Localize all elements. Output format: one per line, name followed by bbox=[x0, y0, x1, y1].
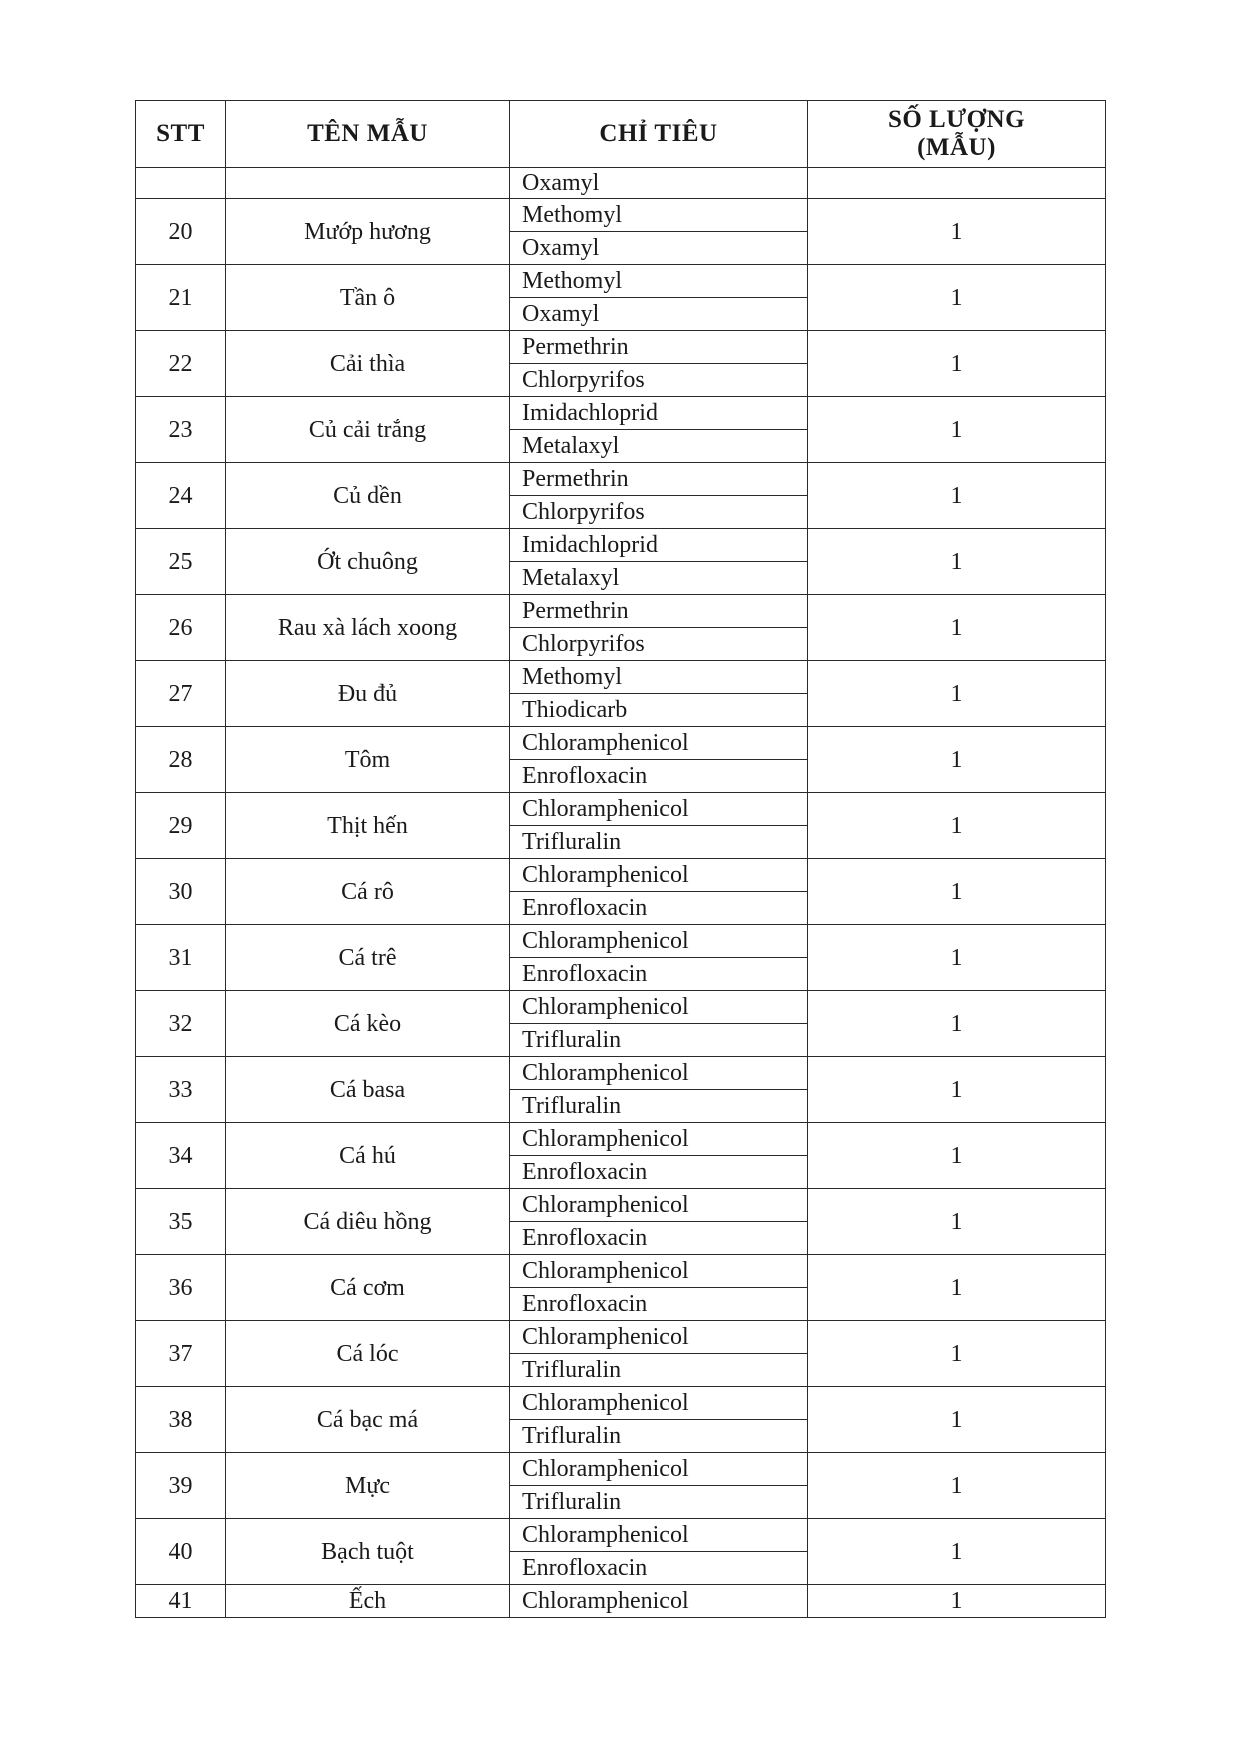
indicator-cell: Methomyl bbox=[510, 199, 808, 232]
table-row bbox=[136, 727, 1106, 760]
indicator-cell: Permethrin bbox=[510, 331, 808, 364]
quantity-cell: 1 bbox=[808, 265, 1106, 331]
indicator-cell: Trifluralin bbox=[510, 826, 808, 859]
table-row bbox=[136, 1585, 1106, 1618]
indicator-cell: Permethrin bbox=[510, 595, 808, 628]
table-row bbox=[136, 859, 1106, 892]
sample-name-cell: Thịt hến bbox=[226, 793, 510, 859]
quantity-cell: 1 bbox=[808, 397, 1106, 463]
stt-cell: 23 bbox=[136, 397, 226, 463]
quantity-cell: 1 bbox=[808, 661, 1106, 727]
indicator-cell: Chloramphenicol bbox=[510, 1387, 808, 1420]
table-row bbox=[136, 1453, 1106, 1486]
indicator-cell: Chlorpyrifos bbox=[510, 628, 808, 661]
header-row bbox=[136, 101, 1106, 168]
sample-name-cell: Cá trê bbox=[226, 925, 510, 991]
indicator-cell: Thiodicarb bbox=[510, 694, 808, 727]
stt-cell: 21 bbox=[136, 265, 226, 331]
quantity-cell: 1 bbox=[808, 1387, 1106, 1453]
indicator-cell: Chloramphenicol bbox=[510, 1585, 808, 1618]
stt-cell: 28 bbox=[136, 727, 226, 793]
table-row bbox=[136, 1321, 1106, 1354]
indicator-cell: Enrofloxacin bbox=[510, 760, 808, 793]
stt-cell: 22 bbox=[136, 331, 226, 397]
table-row bbox=[136, 1057, 1106, 1090]
sample-name-cell: Cá cơm bbox=[226, 1255, 510, 1321]
quantity-cell: 1 bbox=[808, 1321, 1106, 1387]
stt-cell: 38 bbox=[136, 1387, 226, 1453]
sample-name-cell: Cá rô bbox=[226, 859, 510, 925]
table-row bbox=[136, 397, 1106, 430]
indicator-cell: Oxamyl bbox=[510, 232, 808, 265]
stt-cell: 29 bbox=[136, 793, 226, 859]
stt-cell: 33 bbox=[136, 1057, 226, 1123]
indicator-cell: Enrofloxacin bbox=[510, 1552, 808, 1585]
indicator-cell: Enrofloxacin bbox=[510, 1156, 808, 1189]
quantity-cell: 1 bbox=[808, 859, 1106, 925]
table-row bbox=[136, 265, 1106, 298]
stt-cell: 25 bbox=[136, 529, 226, 595]
quantity-cell: 1 bbox=[808, 331, 1106, 397]
header-quantity-line1: SỐ LƯỢNG bbox=[887, 106, 1026, 133]
indicator-cell: Metalaxyl bbox=[510, 562, 808, 595]
continued-row bbox=[136, 168, 1106, 199]
quantity-cell: 1 bbox=[808, 1189, 1106, 1255]
quantity-cell: 1 bbox=[808, 991, 1106, 1057]
header-stt: STT bbox=[136, 101, 226, 168]
indicator-cell: Chloramphenicol bbox=[510, 793, 808, 826]
header-indicator: CHỈ TIÊU bbox=[510, 101, 808, 168]
sample-name-cell: Cải thìa bbox=[226, 331, 510, 397]
table-row bbox=[136, 199, 1106, 232]
indicator-cell: Trifluralin bbox=[510, 1486, 808, 1519]
stt-cell: 40 bbox=[136, 1519, 226, 1585]
stt-cell: 35 bbox=[136, 1189, 226, 1255]
sample-name-cell: Bạch tuột bbox=[226, 1519, 510, 1585]
quantity-cell: 1 bbox=[808, 793, 1106, 859]
table-row bbox=[136, 991, 1106, 1024]
stt-cell: 41 bbox=[136, 1585, 226, 1618]
indicator-cell: Chloramphenicol bbox=[510, 991, 808, 1024]
sample-name-cell: Cá diêu hồng bbox=[226, 1189, 510, 1255]
quantity-cell: 1 bbox=[808, 529, 1106, 595]
indicator-cell: Chloramphenicol bbox=[510, 1123, 808, 1156]
stt-cell: 26 bbox=[136, 595, 226, 661]
sample-name-cell: Cá lóc bbox=[226, 1321, 510, 1387]
sample-name-cell: Cá kèo bbox=[226, 991, 510, 1057]
sample-name-cell: Cá basa bbox=[226, 1057, 510, 1123]
indicator-cell: Permethrin bbox=[510, 463, 808, 496]
sample-name-cell: Cá hú bbox=[226, 1123, 510, 1189]
indicator-cell: Trifluralin bbox=[510, 1354, 808, 1387]
quantity-cell: 1 bbox=[808, 925, 1106, 991]
table-row bbox=[136, 529, 1106, 562]
table-row bbox=[136, 1519, 1106, 1552]
stt-cell: 34 bbox=[136, 1123, 226, 1189]
quantity-cell: 1 bbox=[808, 1057, 1106, 1123]
indicator-cell: Chloramphenicol bbox=[510, 925, 808, 958]
indicator-cell: Chloramphenicol bbox=[510, 1321, 808, 1354]
indicator-cell: Methomyl bbox=[510, 661, 808, 694]
table-row bbox=[136, 1189, 1106, 1222]
document-page bbox=[135, 100, 1105, 1618]
sample-table bbox=[135, 100, 1106, 1618]
quantity-cell: 1 bbox=[808, 1585, 1106, 1618]
sample-name-cell: Mướp hương bbox=[226, 199, 510, 265]
stt-cell: 37 bbox=[136, 1321, 226, 1387]
indicator-cell: Methomyl bbox=[510, 265, 808, 298]
stt-cell bbox=[136, 168, 226, 199]
stt-cell: 31 bbox=[136, 925, 226, 991]
quantity-cell: 1 bbox=[808, 1453, 1106, 1519]
sample-name-cell: Ớt chuông bbox=[226, 529, 510, 595]
indicator-cell: Metalaxyl bbox=[510, 430, 808, 463]
indicator-cell: Oxamyl bbox=[510, 168, 808, 199]
indicator-cell: Enrofloxacin bbox=[510, 1222, 808, 1255]
table-row bbox=[136, 1387, 1106, 1420]
indicator-cell: Chloramphenicol bbox=[510, 859, 808, 892]
sample-name-cell: Mực bbox=[226, 1453, 510, 1519]
indicator-cell: Enrofloxacin bbox=[510, 1288, 808, 1321]
indicator-cell: Chloramphenicol bbox=[510, 1255, 808, 1288]
indicator-cell: Enrofloxacin bbox=[510, 958, 808, 991]
table-header bbox=[136, 101, 1106, 168]
indicator-cell: Trifluralin bbox=[510, 1024, 808, 1057]
table-row bbox=[136, 661, 1106, 694]
quantity-cell: 1 bbox=[808, 727, 1106, 793]
header-quantity-line2: (MẪU) bbox=[917, 134, 996, 161]
indicator-cell: Imidachloprid bbox=[510, 529, 808, 562]
stt-cell: 32 bbox=[136, 991, 226, 1057]
sample-name-cell: Ếch bbox=[226, 1585, 510, 1618]
indicator-cell: Trifluralin bbox=[510, 1090, 808, 1123]
quantity-cell: 1 bbox=[808, 1123, 1106, 1189]
indicator-cell: Chloramphenicol bbox=[510, 1057, 808, 1090]
indicator-cell: Enrofloxacin bbox=[510, 892, 808, 925]
table-row bbox=[136, 1255, 1106, 1288]
quantity-cell: 1 bbox=[808, 1519, 1106, 1585]
indicator-cell: Chloramphenicol bbox=[510, 727, 808, 760]
sample-name-cell: Rau xà lách xoong bbox=[226, 595, 510, 661]
sample-name-cell bbox=[226, 168, 510, 199]
indicator-cell: Chloramphenicol bbox=[510, 1453, 808, 1486]
table-row bbox=[136, 595, 1106, 628]
indicator-cell: Chlorpyrifos bbox=[510, 364, 808, 397]
sample-name-cell: Tần ô bbox=[226, 265, 510, 331]
sample-name-cell: Củ cải trắng bbox=[226, 397, 510, 463]
sample-name-cell: Cá bạc má bbox=[226, 1387, 510, 1453]
quantity-cell: 1 bbox=[808, 1255, 1106, 1321]
indicator-cell: Oxamyl bbox=[510, 298, 808, 331]
stt-cell: 24 bbox=[136, 463, 226, 529]
stt-cell: 36 bbox=[136, 1255, 226, 1321]
header-sample-name: TÊN MẪU bbox=[226, 101, 510, 168]
sample-name-cell: Củ dền bbox=[226, 463, 510, 529]
sample-name-cell: Tôm bbox=[226, 727, 510, 793]
stt-cell: 27 bbox=[136, 661, 226, 727]
indicator-cell: Trifluralin bbox=[510, 1420, 808, 1453]
indicator-cell: Chloramphenicol bbox=[510, 1189, 808, 1222]
table-row bbox=[136, 925, 1106, 958]
indicator-cell: Imidachloprid bbox=[510, 397, 808, 430]
sample-name-cell: Đu đủ bbox=[226, 661, 510, 727]
stt-cell: 30 bbox=[136, 859, 226, 925]
table-row bbox=[136, 331, 1106, 364]
quantity-cell: 1 bbox=[808, 199, 1106, 265]
table-row bbox=[136, 463, 1106, 496]
stt-cell: 39 bbox=[136, 1453, 226, 1519]
header-quantity bbox=[808, 101, 1106, 168]
table-row bbox=[136, 1123, 1106, 1156]
indicator-cell: Chloramphenicol bbox=[510, 1519, 808, 1552]
quantity-cell bbox=[808, 168, 1106, 199]
quantity-cell: 1 bbox=[808, 595, 1106, 661]
table-row bbox=[136, 793, 1106, 826]
indicator-cell: Chlorpyrifos bbox=[510, 496, 808, 529]
table-body bbox=[136, 168, 1106, 1618]
stt-cell: 20 bbox=[136, 199, 226, 265]
quantity-cell: 1 bbox=[808, 463, 1106, 529]
